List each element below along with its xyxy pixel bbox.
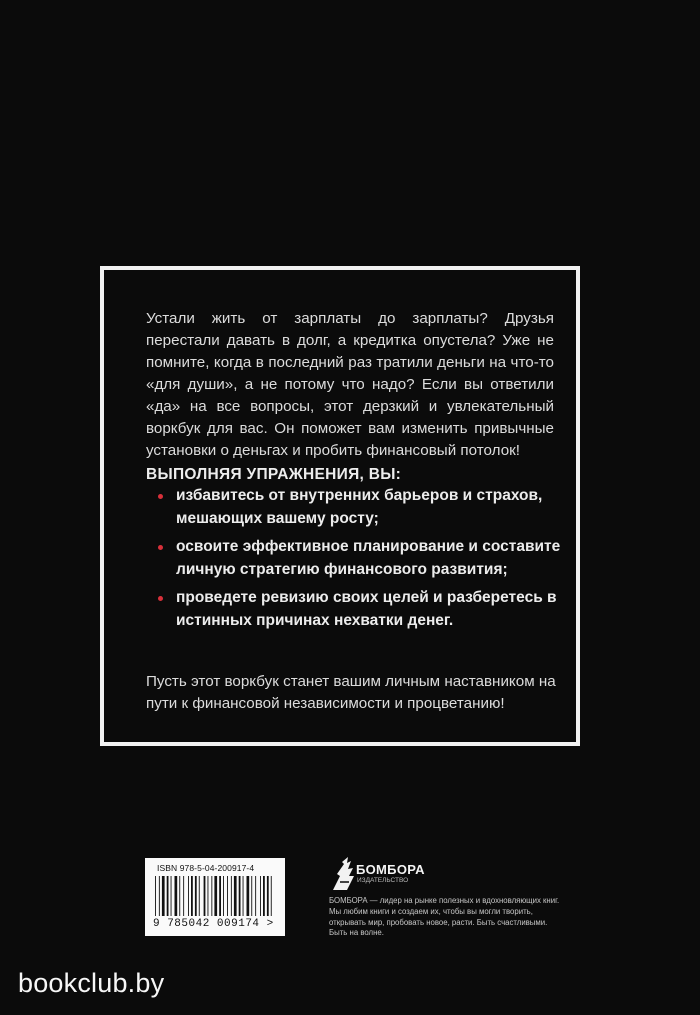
bullet-dot-icon (158, 494, 163, 499)
watermark-site: bookclub.by (18, 968, 165, 998)
bullet-dot-icon (158, 545, 163, 550)
benefits-list (146, 485, 566, 638)
list-heading: ВЫПОЛНЯЯ УПРАЖНЕНИЯ, ВЫ: (146, 466, 402, 483)
list-item (146, 485, 566, 530)
publisher-name: БОМБОРА (356, 862, 425, 877)
list-item-text: избавитесь от внутренних барьеров и страхов, мешающих вашему росту; (176, 487, 543, 527)
barcode (145, 858, 285, 936)
barcode-bars-icon (155, 876, 275, 916)
barcode-number: 9 785042 009174 > (153, 918, 274, 930)
bullet-dot-icon (158, 596, 163, 601)
list-item-text: проведете ревизию своих целей и разберетесь в истинных причинах нехватки денег. (176, 589, 557, 629)
list-item (146, 587, 566, 632)
intro-paragraph: Устали жить от зарплаты до зарплаты? Друзья перестали давать в долг, а кредитка опустела? Уже не помните, когда в последний раз тратили деньги на что-то «для души», а не потому что надо? Если вы ответили «да» на все вопросы, этот дерзкий и увлекательный воркбук для вас. Он поможет вам изменить привычные установки о деньгах и пробить финансовый потолок! (146, 310, 554, 459)
publisher-tagline: ИЗДАТЕЛЬСТВО (357, 877, 409, 884)
isbn-label: ISBN 978-5-04-200917-4 (157, 863, 255, 873)
list-item (146, 536, 566, 581)
publisher-description: БОМБОРА — лидер на рынке полезных и вдохновляющих книг. Мы любим книги и создаем их, чтобы вы могли творить, открывать мир, пробовать новое, расти. Быть счастливыми. Быть на волне. (329, 896, 560, 938)
outro-paragraph: Пусть этот воркбук станет вашим личным наставником на пути к финансовой независимости и процветанию! (146, 673, 556, 712)
list-item-text: освоите эффективное планирование и составите личную стратегию финансового развития; (176, 538, 561, 578)
